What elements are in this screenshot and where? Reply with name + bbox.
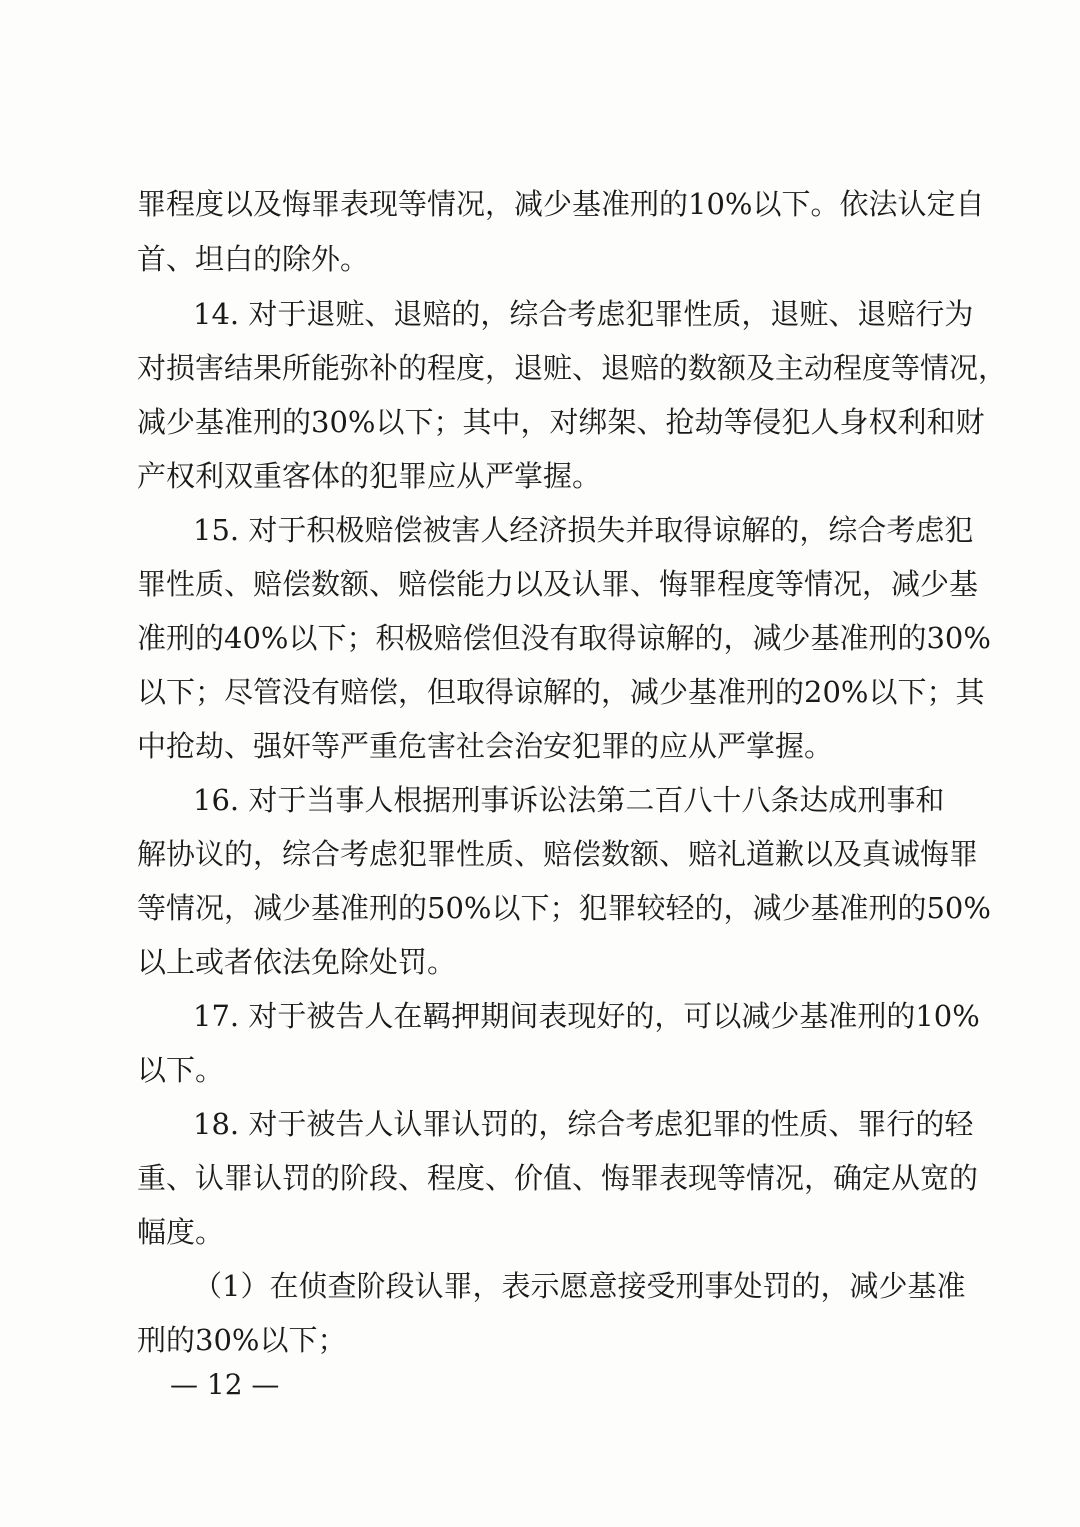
paragraph-14-line-1: 14. 对于退赃、退赔的，综合考虑犯罪性质，退赃、退赔行为 xyxy=(193,297,974,331)
paragraph-15-line-3: 准刑的40%以下；积极赔偿但没有取得谅解的，减少基准刑的30% xyxy=(137,621,991,655)
paragraph-18-line-3: 幅度。 xyxy=(137,1215,225,1249)
paragraph-16-line-1: 16. 对于当事人根据刑事诉讼法第二百八十八条达成刑事和 xyxy=(193,783,945,817)
paragraph-16-line-2: 解协议的，综合考虑犯罪性质、赔偿数额、赔礼道歉以及真诚悔罪 xyxy=(137,837,979,871)
paragraph-17-line-2: 以下。 xyxy=(137,1053,225,1087)
paragraph-14-line-3: 减少基准刑的30%以下；其中，对绑架、抢劫等侵犯人身权利和财 xyxy=(137,405,985,439)
paragraph-15-line-5: 中抢劫、强奸等严重危害社会治安犯罪的应从严掌握。 xyxy=(137,729,834,763)
paragraph-16-line-3: 等情况，减少基准刑的50%以下；犯罪较轻的，减少基准刑的50% xyxy=(137,891,991,925)
page-number: — 12 — xyxy=(170,1368,280,1401)
paragraph-17-line-1: 17. 对于被告人在羁押期间表现好的，可以减少基准刑的10% xyxy=(193,999,980,1033)
paragraph-16-line-4: 以上或者依法免除处罚。 xyxy=(137,945,457,979)
text-line-2: 首、坦白的除外。 xyxy=(137,242,370,276)
paragraph-18-line-2: 重、认罪认罚的阶段、程度、价值、悔罪表现等情况，确定从宽的 xyxy=(137,1161,979,1195)
paragraph-15-line-1: 15. 对于积极赔偿被害人经济损失并取得谅解的，综合考虑犯 xyxy=(193,513,974,547)
item-1-line-1: （1）在侦查阶段认罪，表示愿意接受刑事处罚的，减少基准 xyxy=(193,1269,966,1303)
paragraph-15-line-2: 罪性质、赔偿数额、赔偿能力以及认罪、悔罪程度等情况，减少基 xyxy=(137,567,979,601)
text-line-1: 罪程度以及悔罪表现等情况，减少基准刑的10%以下。依法认定自 xyxy=(137,187,985,221)
paragraph-15-line-4: 以下；尽管没有赔偿，但取得谅解的，减少基准刑的20%以下；其 xyxy=(137,675,985,709)
paragraph-14-line-2: 对损害结果所能弥补的程度，退赃、退赔的数额及主动程度等情况， xyxy=(137,351,1008,385)
paragraph-14-line-4: 产权利双重客体的犯罪应从严掌握。 xyxy=(137,459,602,493)
item-1-line-2: 刑的30%以下； xyxy=(137,1323,347,1357)
paragraph-18-line-1: 18. 对于被告人认罪认罚的，综合考虑犯罪的性质、罪行的轻 xyxy=(193,1107,974,1141)
